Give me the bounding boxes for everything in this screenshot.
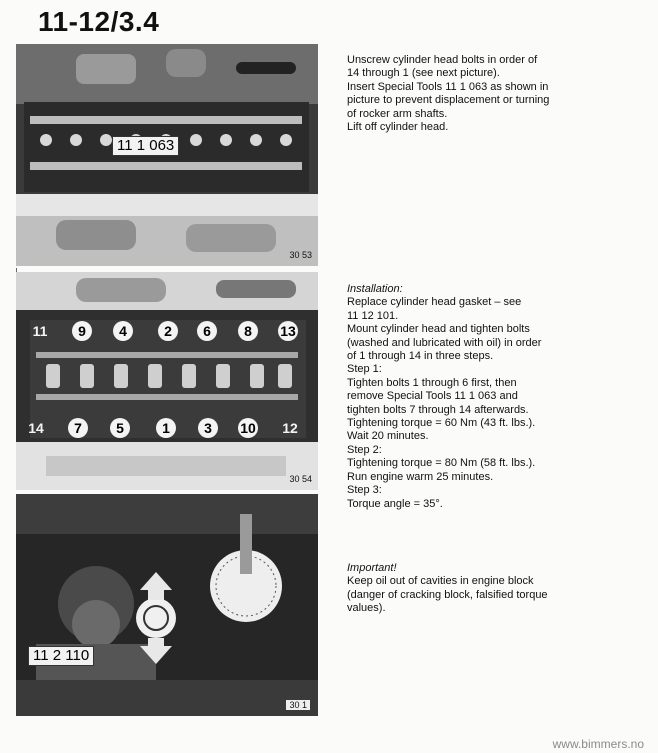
text-line: Tightening torque = 80 Nm (58 ft. lbs.). <box>347 457 536 470</box>
bolt-number-top: 13 <box>278 321 298 341</box>
important-heading: Important! <box>347 562 397 574</box>
text-line: Replace cylinder head gasket – see <box>347 296 522 309</box>
text-line: Insert Special Tools 11 1 063 as shown in <box>347 80 549 93</box>
bolt-number-top: 9 <box>72 321 92 341</box>
installation-instructions <box>347 283 617 511</box>
text-line: 14 through 1 (see next picture). <box>347 67 500 80</box>
bolt-number-bottom: 14 <box>28 420 44 436</box>
text-line: Mount cylinder head and tighten bolts <box>347 323 530 336</box>
bolt-number-bottom: 12 <box>282 420 298 436</box>
bolt-number-bottom: 10 <box>238 418 258 438</box>
bolt-number-bottom: 5 <box>110 418 130 438</box>
bolt-number-bottom: 7 <box>68 418 88 438</box>
text-line: values). <box>347 602 386 615</box>
text-line: tighten bolts 7 through 14 afterwards. <box>347 403 529 416</box>
text-line: of rocker arm shafts. <box>347 107 448 120</box>
tool-label-11-2-110: 11 2 110 <box>28 646 94 666</box>
page-number: 11-12/3.4 <box>38 6 160 37</box>
bolt-sequence-illustration <box>16 272 318 490</box>
bolt-number-bottom: 3 <box>198 418 218 438</box>
text-line: 11 12 101. <box>347 309 399 322</box>
bolt-number-top: 2 <box>158 321 178 341</box>
bolt-number-top: 4 <box>113 321 133 341</box>
text-line: Tighten bolts 1 through 6 first, then <box>347 376 517 389</box>
bolt-number-top: 6 <box>197 321 217 341</box>
text-line: of 1 through 14 in three steps. <box>347 350 494 363</box>
torque-gauge-illustration <box>16 494 318 716</box>
tool-label-11-1-063: 11 1 063 <box>112 136 179 156</box>
text-line: (washed and lubricated with oil) in order <box>347 336 542 349</box>
removal-instructions <box>347 54 617 134</box>
step-heading: Step 1: <box>347 363 382 376</box>
watermark: www.bimmers.no <box>552 737 644 751</box>
important-note <box>347 562 617 616</box>
text-line: Tightening torque = 60 Nm (43 ft. lbs.). <box>347 417 536 430</box>
text-line: Unscrew cylinder head bolts in order of <box>347 54 538 66</box>
photo-bolt-sequence <box>16 272 318 490</box>
text-line: Lift off cylinder head. <box>347 121 449 134</box>
text-line: remove Special Tools 11 1 063 and <box>347 390 518 403</box>
installation-heading: Installation: <box>347 283 403 295</box>
text-line: (danger of cracking block, falsified torque <box>347 588 548 601</box>
bolt-number-top: 11 <box>32 323 48 339</box>
step-heading: Step 3: <box>347 484 382 497</box>
bolt-number-top: 8 <box>238 321 258 341</box>
figure-number: 30 54 <box>289 474 312 484</box>
text-line: picture to prevent displacement or turning <box>347 94 550 107</box>
figure-number: 30 1 <box>286 700 310 710</box>
bolt-number-bottom: 1 <box>156 418 176 438</box>
text-line: Torque angle = 35°. <box>347 497 443 510</box>
text-line: Keep oil out of cavities in engine block <box>347 575 534 588</box>
photo-cylinder-head-tools <box>16 44 318 266</box>
text-line: Wait 20 minutes. <box>347 430 429 443</box>
figure-number: 30 53 <box>289 250 312 260</box>
photo-torque-angle-gauge <box>16 494 318 716</box>
text-line: Run engine warm 25 minutes. <box>347 470 494 483</box>
step-heading: Step 2: <box>347 443 382 456</box>
